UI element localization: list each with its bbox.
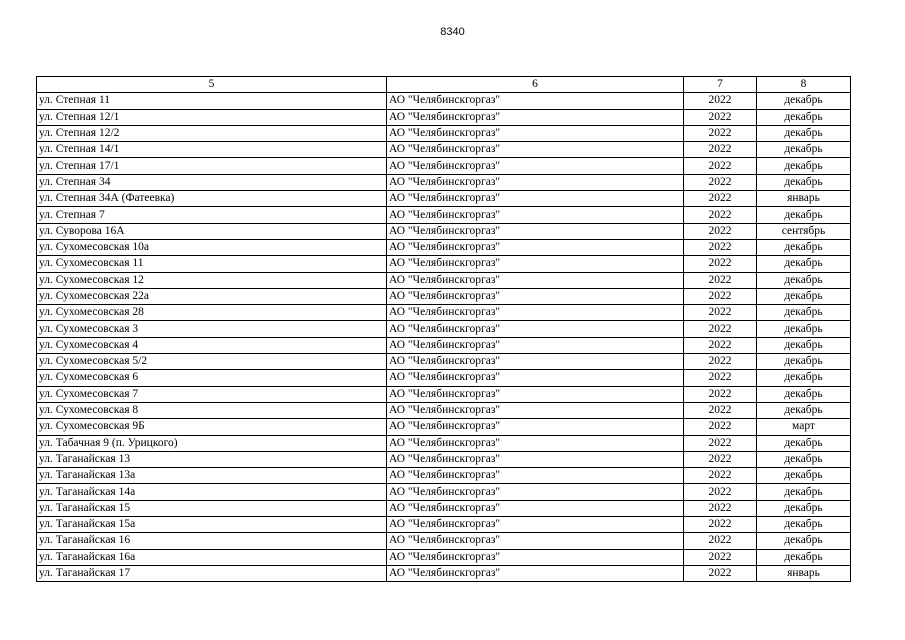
- year-cell: 2022: [684, 239, 757, 255]
- table-row: [37, 337, 851, 353]
- organization-cell: АО "Челябинскгоргаз": [387, 321, 684, 337]
- month-cell: декабрь: [757, 272, 851, 288]
- month-cell: декабрь: [757, 500, 851, 516]
- address-cell: ул. Суворова 16А: [37, 223, 387, 239]
- organization-cell: АО "Челябинскгоргаз": [387, 354, 684, 370]
- month-cell: декабрь: [757, 468, 851, 484]
- year-cell: 2022: [684, 305, 757, 321]
- organization-cell: АО "Челябинскгоргаз": [387, 93, 684, 109]
- table-row: [37, 435, 851, 451]
- address-cell: ул. Сухомесовская 10а: [37, 239, 387, 255]
- table-row: [37, 517, 851, 533]
- table-row: [37, 451, 851, 467]
- column-header-5: 5: [37, 77, 387, 93]
- year-cell: 2022: [684, 272, 757, 288]
- address-cell: ул. Табачная 9 (п. Урицкого): [37, 435, 387, 451]
- address-cell: ул. Таганайская 17: [37, 565, 387, 581]
- address-cell: ул. Сухомесовская 12: [37, 272, 387, 288]
- address-cell: ул. Сухомесовская 8: [37, 402, 387, 418]
- organization-cell: АО "Челябинскгоргаз": [387, 484, 684, 500]
- table-row: [37, 288, 851, 304]
- year-cell: 2022: [684, 500, 757, 516]
- organization-cell: АО "Челябинскгоргаз": [387, 565, 684, 581]
- table-row: [37, 239, 851, 255]
- address-cell: ул. Сухомесовская 3: [37, 321, 387, 337]
- address-cell: ул. Степная 34: [37, 174, 387, 190]
- organization-cell: АО "Челябинскгоргаз": [387, 305, 684, 321]
- address-cell: ул. Степная 7: [37, 207, 387, 223]
- year-cell: 2022: [684, 142, 757, 158]
- table-row: [37, 174, 851, 190]
- organization-cell: АО "Челябинскгоргаз": [387, 468, 684, 484]
- month-cell: декабрь: [757, 239, 851, 255]
- organization-cell: АО "Челябинскгоргаз": [387, 109, 684, 125]
- table-row: [37, 93, 851, 109]
- address-cell: ул. Степная 34А (Фатеевка): [37, 191, 387, 207]
- address-cell: ул. Таганайская 16: [37, 533, 387, 549]
- year-cell: 2022: [684, 321, 757, 337]
- address-cell: ул. Степная 11: [37, 93, 387, 109]
- year-cell: 2022: [684, 288, 757, 304]
- month-cell: декабрь: [757, 158, 851, 174]
- year-cell: 2022: [684, 517, 757, 533]
- table-row: [37, 370, 851, 386]
- organization-cell: АО "Челябинскгоргаз": [387, 158, 684, 174]
- year-cell: 2022: [684, 386, 757, 402]
- month-cell: декабрь: [757, 549, 851, 565]
- month-cell: декабрь: [757, 109, 851, 125]
- table-row: [37, 419, 851, 435]
- organization-cell: АО "Челябинскгоргаз": [387, 402, 684, 418]
- organization-cell: АО "Челябинскгоргаз": [387, 451, 684, 467]
- month-cell: декабрь: [757, 321, 851, 337]
- address-cell: ул. Сухомесовская 9Б: [37, 419, 387, 435]
- month-cell: декабрь: [757, 207, 851, 223]
- address-cell: ул. Таганайская 15: [37, 500, 387, 516]
- month-cell: декабрь: [757, 484, 851, 500]
- month-cell: декабрь: [757, 142, 851, 158]
- organization-cell: АО "Челябинскгоргаз": [387, 272, 684, 288]
- year-cell: 2022: [684, 191, 757, 207]
- address-cell: ул. Сухомесовская 11: [37, 256, 387, 272]
- address-cell: ул. Сухомесовская 6: [37, 370, 387, 386]
- organization-cell: АО "Челябинскгоргаз": [387, 533, 684, 549]
- organization-cell: АО "Челябинскгоргаз": [387, 549, 684, 565]
- table-body: [37, 93, 851, 582]
- organization-cell: АО "Челябинскгоргаз": [387, 517, 684, 533]
- organization-cell: АО "Челябинскгоргаз": [387, 207, 684, 223]
- table-row: [37, 142, 851, 158]
- year-cell: 2022: [684, 174, 757, 190]
- address-cell: ул. Степная 14/1: [37, 142, 387, 158]
- year-cell: 2022: [684, 93, 757, 109]
- table-row: [37, 500, 851, 516]
- organization-cell: АО "Челябинскгоргаз": [387, 435, 684, 451]
- table-row: [37, 402, 851, 418]
- year-cell: 2022: [684, 419, 757, 435]
- month-cell: декабрь: [757, 125, 851, 141]
- table-row: [37, 533, 851, 549]
- month-cell: январь: [757, 565, 851, 581]
- organization-cell: АО "Челябинскгоргаз": [387, 125, 684, 141]
- organization-cell: АО "Челябинскгоргаз": [387, 142, 684, 158]
- organization-cell: АО "Челябинскгоргаз": [387, 174, 684, 190]
- table-row: [37, 125, 851, 141]
- year-cell: 2022: [684, 565, 757, 581]
- month-cell: декабрь: [757, 451, 851, 467]
- table-row: [37, 484, 851, 500]
- table-row: [37, 549, 851, 565]
- year-cell: 2022: [684, 256, 757, 272]
- month-cell: декабрь: [757, 533, 851, 549]
- year-cell: 2022: [684, 468, 757, 484]
- organization-cell: АО "Челябинскгоргаз": [387, 288, 684, 304]
- year-cell: 2022: [684, 223, 757, 239]
- table-row: [37, 272, 851, 288]
- month-cell: декабрь: [757, 305, 851, 321]
- organization-cell: АО "Челябинскгоргаз": [387, 337, 684, 353]
- address-cell: ул. Таганайская 13: [37, 451, 387, 467]
- column-header-7: 7: [684, 77, 757, 93]
- year-cell: 2022: [684, 435, 757, 451]
- month-cell: декабрь: [757, 435, 851, 451]
- table-row: [37, 256, 851, 272]
- month-cell: декабрь: [757, 370, 851, 386]
- schedule-table: [36, 76, 851, 582]
- address-cell: ул. Степная 17/1: [37, 158, 387, 174]
- table-row: [37, 386, 851, 402]
- month-cell: декабрь: [757, 517, 851, 533]
- year-cell: 2022: [684, 533, 757, 549]
- table-row: [37, 109, 851, 125]
- month-cell: декабрь: [757, 288, 851, 304]
- year-cell: 2022: [684, 402, 757, 418]
- organization-cell: АО "Челябинскгоргаз": [387, 256, 684, 272]
- table-row: [37, 207, 851, 223]
- month-cell: январь: [757, 191, 851, 207]
- month-cell: декабрь: [757, 337, 851, 353]
- address-cell: ул. Таганайская 16а: [37, 549, 387, 565]
- address-cell: ул. Таганайская 14а: [37, 484, 387, 500]
- year-cell: 2022: [684, 125, 757, 141]
- page-number: 8340: [440, 26, 465, 38]
- organization-cell: АО "Челябинскгоргаз": [387, 419, 684, 435]
- year-cell: 2022: [684, 337, 757, 353]
- table-header: [37, 77, 851, 93]
- table-row: [37, 305, 851, 321]
- organization-cell: АО "Челябинскгоргаз": [387, 239, 684, 255]
- organization-cell: АО "Челябинскгоргаз": [387, 370, 684, 386]
- table-row: [37, 321, 851, 337]
- year-cell: 2022: [684, 109, 757, 125]
- table-row: [37, 468, 851, 484]
- year-cell: 2022: [684, 549, 757, 565]
- column-header-6: 6: [387, 77, 684, 93]
- month-cell: декабрь: [757, 93, 851, 109]
- month-cell: март: [757, 419, 851, 435]
- address-cell: ул. Сухомесовская 7: [37, 386, 387, 402]
- organization-cell: АО "Челябинскгоргаз": [387, 500, 684, 516]
- year-cell: 2022: [684, 354, 757, 370]
- address-cell: ул. Сухомесовская 4: [37, 337, 387, 353]
- address-cell: ул. Сухомесовская 5/2: [37, 354, 387, 370]
- table-row: [37, 354, 851, 370]
- month-cell: декабрь: [757, 402, 851, 418]
- year-cell: 2022: [684, 370, 757, 386]
- address-cell: ул. Таганайская 15а: [37, 517, 387, 533]
- column-header-8: 8: [757, 77, 851, 93]
- organization-cell: АО "Челябинскгоргаз": [387, 386, 684, 402]
- table-row: [37, 191, 851, 207]
- address-cell: ул. Сухомесовская 28: [37, 305, 387, 321]
- year-cell: 2022: [684, 484, 757, 500]
- address-cell: ул. Таганайская 13а: [37, 468, 387, 484]
- header-row: [37, 77, 851, 93]
- month-cell: декабрь: [757, 354, 851, 370]
- month-cell: декабрь: [757, 256, 851, 272]
- month-cell: сентябрь: [757, 223, 851, 239]
- address-cell: ул. Степная 12/2: [37, 125, 387, 141]
- organization-cell: АО "Челябинскгоргаз": [387, 191, 684, 207]
- table-row: [37, 158, 851, 174]
- year-cell: 2022: [684, 158, 757, 174]
- organization-cell: АО "Челябинскгоргаз": [387, 223, 684, 239]
- month-cell: декабрь: [757, 174, 851, 190]
- year-cell: 2022: [684, 207, 757, 223]
- table-row: [37, 223, 851, 239]
- table-row: [37, 565, 851, 581]
- month-cell: декабрь: [757, 386, 851, 402]
- address-cell: ул. Степная 12/1: [37, 109, 387, 125]
- address-cell: ул. Сухомесовская 22а: [37, 288, 387, 304]
- year-cell: 2022: [684, 451, 757, 467]
